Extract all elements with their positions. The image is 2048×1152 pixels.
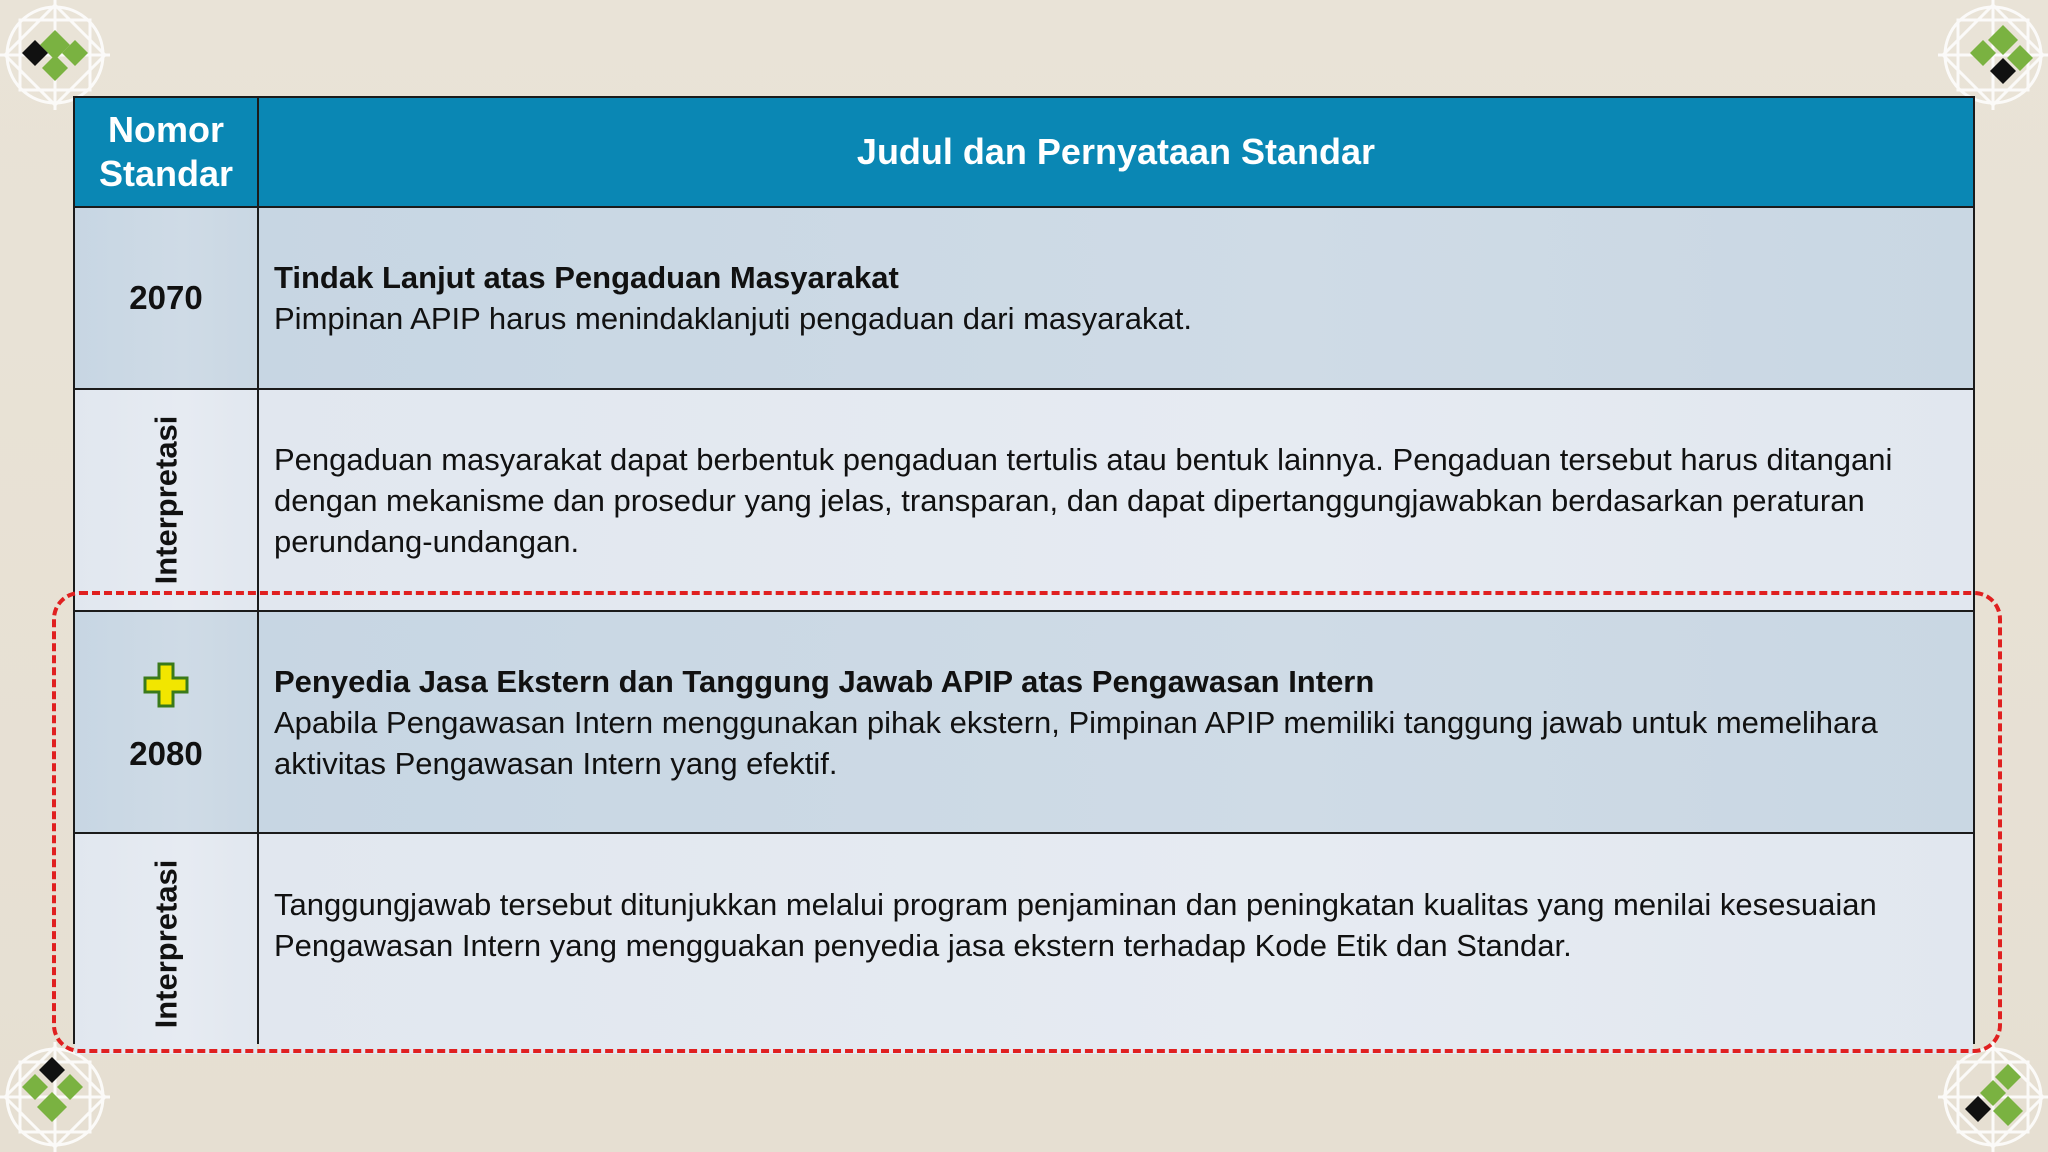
interpretation-label-cell	[75, 834, 257, 1054]
interpretation-text-cell	[259, 390, 1973, 610]
standards-table	[73, 96, 1975, 1044]
standard-title: Tindak Lanjut atas Pengaduan Masyarakat	[274, 260, 899, 295]
standard-number: 2080	[129, 735, 203, 772]
interpretation-label: Interpretasi	[148, 415, 183, 585]
standard-title: Penyedia Jasa Ekstern dan Tanggung Jawab APIP atas Pengawasan Intern	[274, 663, 1375, 699]
interpretation-text-cell	[259, 834, 1973, 1054]
interpretation-label-cell	[75, 390, 257, 610]
header-title-column	[259, 98, 1973, 206]
standard-number-cell	[75, 208, 257, 388]
header-title-label: Judul dan Pernyataan Standar	[856, 131, 1376, 172]
header-number-column	[75, 98, 257, 206]
interpretation-text: Tanggungjawab tersebut ditunjukkan melalui program penjaminan dan peningkatan kualitas yang menilai kesesuaian Pengawasan Intern yang mengguakan penyedia jasa ekstern terhadap Kode Etik dan Standar.	[274, 887, 1877, 963]
standard-number-cell	[75, 612, 257, 832]
standard-body: Apabila Pengawasan Intern menggunakan pihak ekstern, Pimpinan APIP memiliki tanggung jawab untuk memelihara aktivitas Pengawasan Intern yang efektif.	[274, 704, 1878, 781]
interpretation-text: Pengaduan masyarakat dapat berbentuk pengaduan tertulis atau bentuk lainnya. Pengaduan tersebut harus ditangani dengan mekanisme dan prosedur yang jelas, transparan, dan dapat dipertanggungjawabkan berdasarkan peraturan perundang-undangan.	[274, 441, 1893, 559]
standard-number: 2070	[129, 279, 203, 316]
plus-icon	[142, 661, 190, 709]
standard-statement-cell	[259, 612, 1973, 832]
standard-body: Pimpinan APIP harus menindaklanjuti pengaduan dari masyarakat.	[274, 301, 1192, 336]
interpretation-label: Interpretasi	[148, 859, 183, 1029]
header-number-label: Nomor Standar	[98, 109, 234, 194]
standard-statement-cell	[259, 208, 1973, 388]
